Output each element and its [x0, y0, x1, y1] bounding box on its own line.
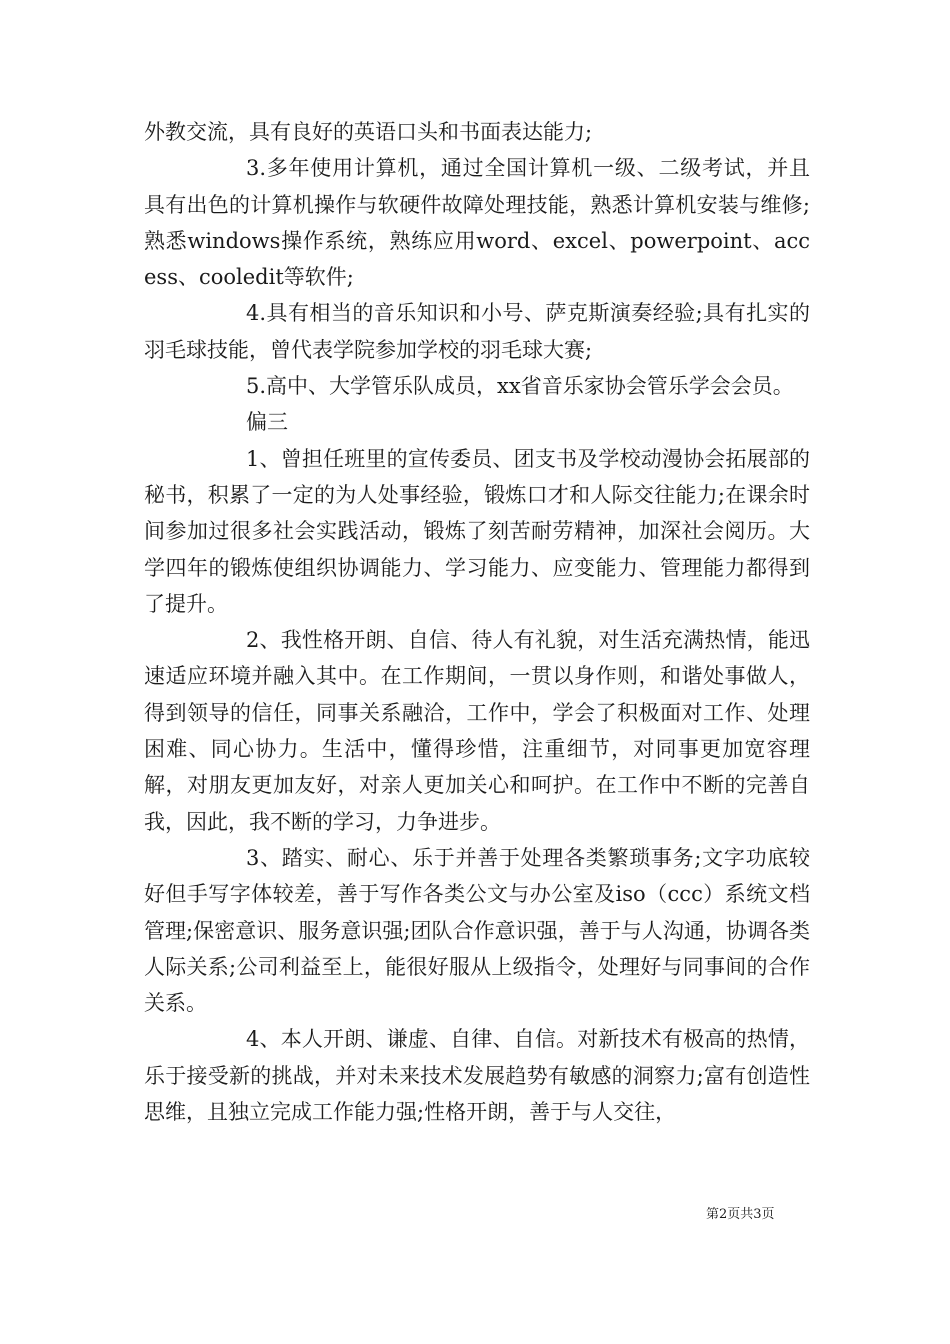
paragraph-item-4: 4、本人开朗、谦虚、自律、自信。对新技术有极高的热情，乐于接受新的挑战，并对未来技术发展趋势有敏感的洞察力;富有创造性思维，且独立完成工作能力强;性格开朗，善于与人交往， [144, 1027, 810, 1125]
paragraph-item-2: 2、我性格开朗、自信、待人有礼貌，对生活充满热情，能迅速适应环境并融入其中。在工作期间，一贯以身作则，和谐处事做人，得到领导的信任，同事关系融洽，工作中，学会了积极面对工作、处理困难、同心协力。生活中，懂得珍惜，注重细节，对同事更加宽容理解，对朋友更加友好，对亲人更加关心和呵护。在工作中不断的完善自我，因此，我不断的学习，力争进步。 [144, 628, 810, 834]
paragraph-music-skills: 4.具有相当的音乐知识和小号、萨克斯演奏经验;具有扎实的羽毛球技能，曾代表学院参加学校的羽毛球大赛; [144, 301, 810, 362]
paragraph-item-3: 3、踏实、耐心、乐于并善于处理各类繁琐事务;文字功底较好但手写字体较差，善于写作各类公文与办公室及iso（ccc）系统文档管理;保密意识、服务意识强;团队合作意识强，善于与人沟通，协调各类人际关系;公司利益至上，能很好服从上级指令，处理好与同事间的合作关系。 [144, 845, 810, 1016]
page-number-footer: 第2页共3页 [706, 1207, 775, 1222]
paragraph-band-member: 5.高中、大学管乐队成员，xx省音乐家协会管乐学会会员。 [246, 374, 794, 399]
paragraph-item-1: 1、曾担任班里的宣传委员、团支书及学校动漫协会拓展部的秘书，积累了一定的为人处事经验，锻炼口才和人际交往能力;在课余时间参加过很多社会实践活动，锻炼了刻苦耐劳精神，加深社会阅历。大学四年的锻炼使组织协调能力、学习能力、应变能力、管理能力都得到了提升。 [144, 446, 810, 616]
section-heading: 偏三 [246, 410, 288, 435]
paragraph-computer-skills: 3.多年使用计算机，通过全国计算机一级、二级考试，并且具有出色的计算机操作与软硬件故障处理技能，熟悉计算机安装与维修;熟悉windows操作系统，熟练应用word、excel、powerpoint、access、cooledit等软件; [144, 156, 810, 290]
document-page [144, 114, 810, 1130]
paragraph-continuation: 外教交流，具有良好的英语口头和书面表达能力; [144, 120, 593, 144]
